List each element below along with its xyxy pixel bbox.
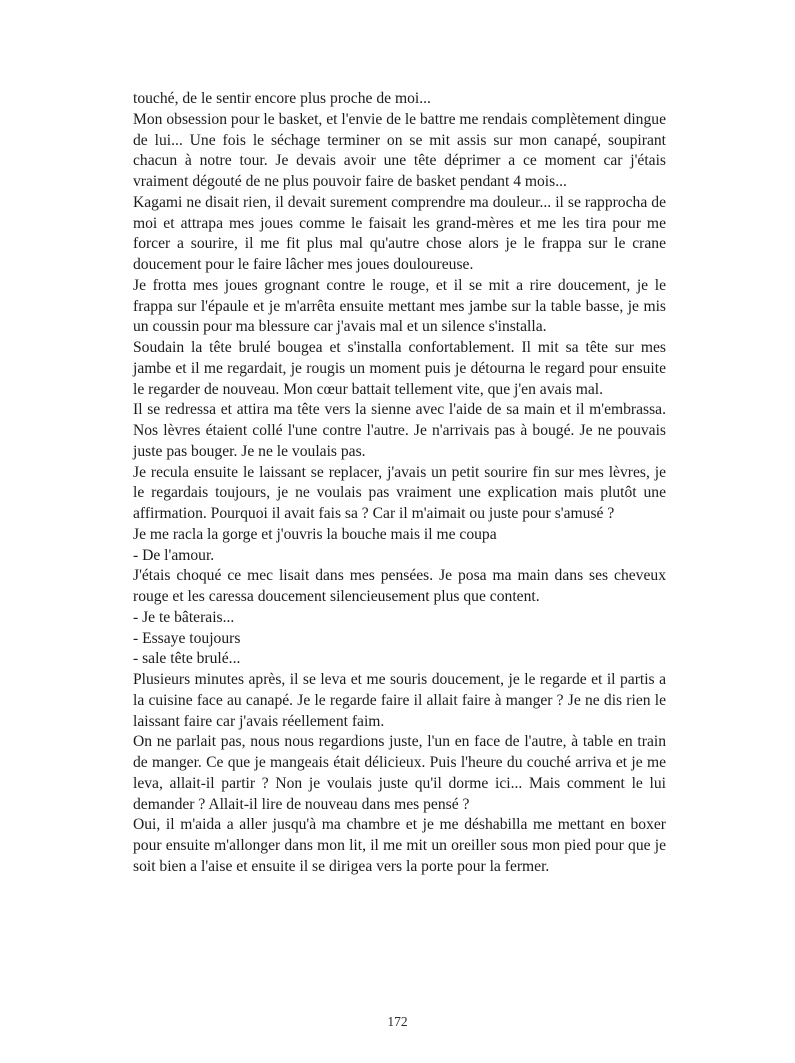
paragraph: Soudain la tête brulé bougea et s'installa confortablement. Il mit sa tête sur mes jambe et il me regardait, je rougis un moment puis je détourna le regard pour ensuite le regarder de nouveau. Mon cœur battait tellement vite, que j'en avais mal.	[133, 339, 666, 398]
paragraph: Kagami ne disait rien, il devait surement comprendre ma douleur... il se rapprocha de moi et attrapa mes joues comme le faisait les grand-mères et me les tira pour me forcer a sourire, il me fit plus mal qu'autre chose alors je le frappa sur le crane doucement pour le faire lâcher mes joues douloureuse.	[133, 193, 666, 273]
dialogue-line: - sale tête brulé...	[133, 650, 241, 668]
dialogue-line: - De l'amour.	[133, 546, 215, 564]
paragraph: touché, de le sentir encore plus proche de moi...	[133, 90, 431, 107]
dialogue-line: - Essaye toujours	[133, 629, 241, 647]
paragraph: Je recula ensuite le laissant se replacer, j'avais un petit sourire fin sur mes lèvres, je le regardais toujours, je ne voulais pas vraiment une explication mais plutôt une affirmation. Pourquoi il avait fais sa ? Car il m'aimait ou juste pour s'amusé ?	[133, 463, 666, 522]
paragraph: On ne parlait pas, nous nous regardions juste, l'un en face de l'autre, à table en train de manger. Ce que je mangeais était délicieux. Puis l'heure du couché arriva et je me leva, allait-il partir ? Non je voulais juste qu'il dorme ici... Mais comment le lui demander ? Allait-il lire de nouveau dans mes pensé ?	[133, 733, 666, 813]
page-content	[133, 89, 666, 878]
page-number: 172	[387, 1014, 408, 1029]
paragraph: Mon obsession pour le basket, et l'envie de le battre me rendais complètement dingue de lui... Une fois le séchage terminer on se mit assis sur mon canapé, soupirant chacun à notre tour. Je devais avoir une tête déprimer a ce moment car j'étais vraiment dégouté de ne plus pouvoir faire de basket pendant 4 mois...	[133, 110, 666, 190]
paragraph: Il se redressa et attira ma tête vers la sienne avec l'aide de sa main et il m'embrassa. Nos lèvres étaient collé l'une contre l'autre. Je n'arrivais pas à bougé. Je ne pouvais juste pas bouger. Je ne le voulais pas.	[133, 401, 666, 460]
paragraph: J'étais choqué ce mec lisait dans mes pensées. Je posa ma main dans ses cheveux rouge et les caressa doucement silencieusement plus que content.	[133, 567, 666, 605]
paragraph: Je frotta mes joues grognant contre le rouge, et il se mit a rire doucement, je le frappa sur l'épaule et je m'arrêta ensuite mettant mes jambe sur la table basse, je mis un coussin pour ma blessure car j'avais mal et un silence s'installa.	[133, 276, 666, 336]
dialogue-line: - Je te bâterais...	[133, 608, 235, 626]
paragraph: Plusieurs minutes après, il se leva et me souris doucement, je le regarde et il partis a la cuisine face au canapé. Je le regarde faire il allait faire à manger ? Je ne dis rien le laissant faire car j'avais réellement faim.	[133, 671, 666, 730]
paragraph: Je me racla la gorge et j'ouvris la bouche mais il me coupa	[133, 525, 497, 543]
paragraph: Oui, il m'aida a aller jusqu'à ma chambre et je me déshabilla me mettant en boxer pour ensuite m'allonger dans mon lit, il me mit un oreiller sous mon pied pour que je soit bien a l'aise et ensuite il se dirigea vers la porte pour la fermer.	[133, 816, 666, 875]
